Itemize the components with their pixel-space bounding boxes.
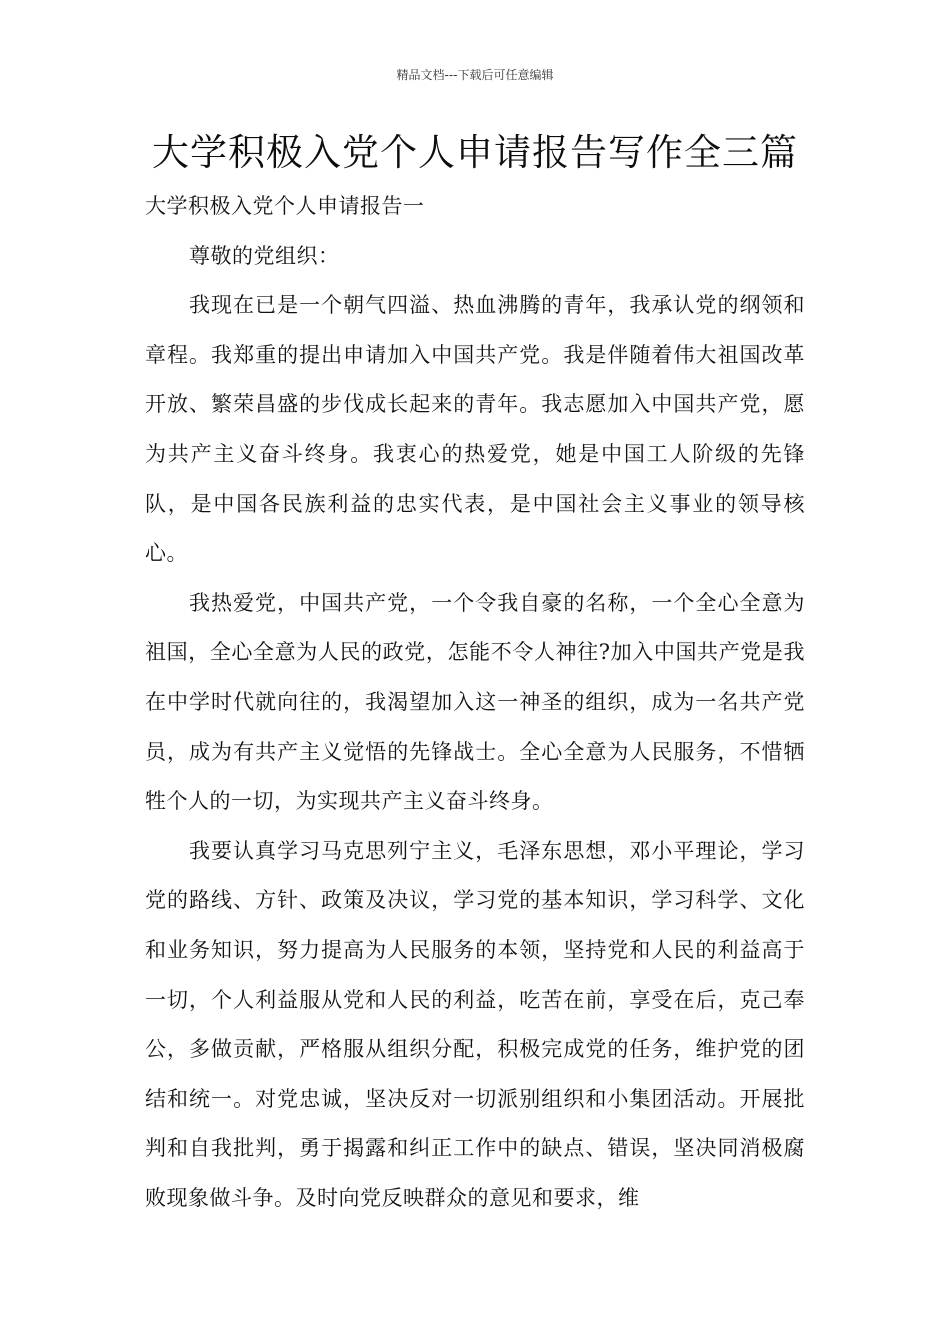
paragraph: 我要认真学习马克思列宁主义，毛泽东思想，邓小平理论，学习党的路线、方针、政策及决议，学习党的基本知识，学习科学、文化和业务知识，努力提高为人民服务的本领，坚持党和人民的利益高于一切，个人利益服从党和人民的利益，吃苦在前，享受在后，克己奉公，多做贡献，严格服从组织分配，积极完成党的任务，维护党的团结和统一。对党忠诚，坚决反对一切派别组织和小集团活动。开展批判和自我批判，勇于揭露和纠正工作中的缺点、错误，坚决同消极腐败现象做斗争。及时向党反映群众的意见和要求，维 (145, 838, 805, 1210)
document-subtitle: 大学积极入党个人申请报告一 (145, 194, 425, 218)
document-body (145, 182, 805, 1223)
document-title: 大学积极入党个人申请报告写作全三篇 (152, 131, 798, 174)
paragraph: 我现在已是一个朝气四溢、热血沸腾的青年，我承认党的纲领和章程。我郑重的提出申请加入中国共产党。我是伴随着伟大祖国改革开放、繁荣昌盛的步伐成长起来的青年。我志愿加入中国共产党，愿为共产主义奋斗终身。我衷心的热爱党，她是中国工人阶级的先锋队，是中国各民族利益的忠实代表，是中国社会主义事业的领导核心。 (145, 293, 805, 566)
header-note: 精品文档---下载后可任意编辑 (396, 68, 554, 82)
salutation: 尊敬的党组织： (189, 243, 340, 268)
paragraph: 我热爱党，中国共产党，一个令我自豪的名称，一个全心全意为祖国，全心全意为人民的政党，怎能不令人神往?加入中国共产党是我在中学时代就向往的，我渴望加入这一神圣的组织，成为一名共产党员，成为有共产主义觉悟的先锋战士。全心全意为人民服务，不惜牺牲个人的一切，为实现共产主义奋斗终身。 (145, 590, 805, 814)
